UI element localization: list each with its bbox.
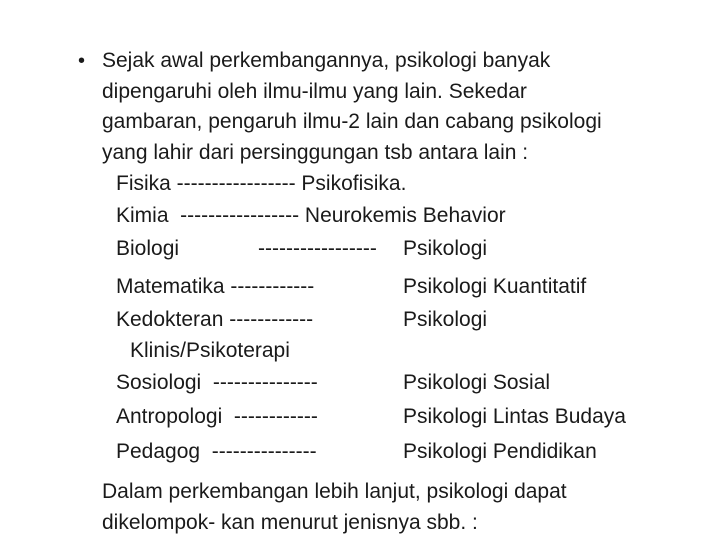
row-biologi-label: Biologi [116, 237, 180, 260]
row-antropologi-label: Antropologi ------------ [116, 405, 318, 428]
row-pedagog-result: Psikologi Pendidikan [403, 440, 597, 463]
intro-line-2: dipengaruhi oleh ilmu-ilmu yang lain. Sekedar [102, 79, 527, 103]
intro-line-4: yang lahir dari persinggungan tsb antara lain : [102, 140, 529, 164]
row-kedokteran-result: Psikologi [403, 308, 488, 331]
row-matematika-label: Matematika ------------ [116, 275, 315, 298]
row-sosiologi-label: Sosiologi --------------- [116, 371, 318, 394]
row-biologi-dashes: ----------------- [258, 237, 377, 260]
footer-paragraph [102, 476, 702, 538]
intro-line-3: gambaran, pengaruh ilmu-2 lain dan cabang psikologi [102, 110, 602, 133]
row-sosiologi-result: Psikologi Sosial [403, 371, 551, 394]
intro-paragraph [102, 46, 692, 168]
row-kedokteran-label: Kedokteran ------------ [116, 308, 314, 331]
row-kedokteran-continuation: Klinis/Psikoterapi [130, 339, 290, 362]
row-antropologi-result: Psikologi Lintas Budaya [403, 405, 626, 428]
row-kimia: Kimia ----------------- Neurokemis Behavior [116, 204, 506, 227]
footer-line-1: Dalam perkembangan lebih lanjut, psikologi dapat [102, 480, 567, 503]
row-fisika: Fisika ----------------- Psikofisika. [116, 172, 407, 195]
row-matematika-result: Psikologi Kuantitatif [403, 275, 587, 298]
footer-line-2: dikelompok- kan menurut jenisnya sbb. : [102, 511, 478, 534]
row-biologi-result: Psikologi [403, 237, 488, 260]
intro-line-1: Sejak awal perkembangannya, psikologi banyak [102, 49, 551, 72]
bullet-icon: • [78, 50, 86, 72]
row-pedagog-label: Pedagog --------------- [116, 440, 317, 463]
